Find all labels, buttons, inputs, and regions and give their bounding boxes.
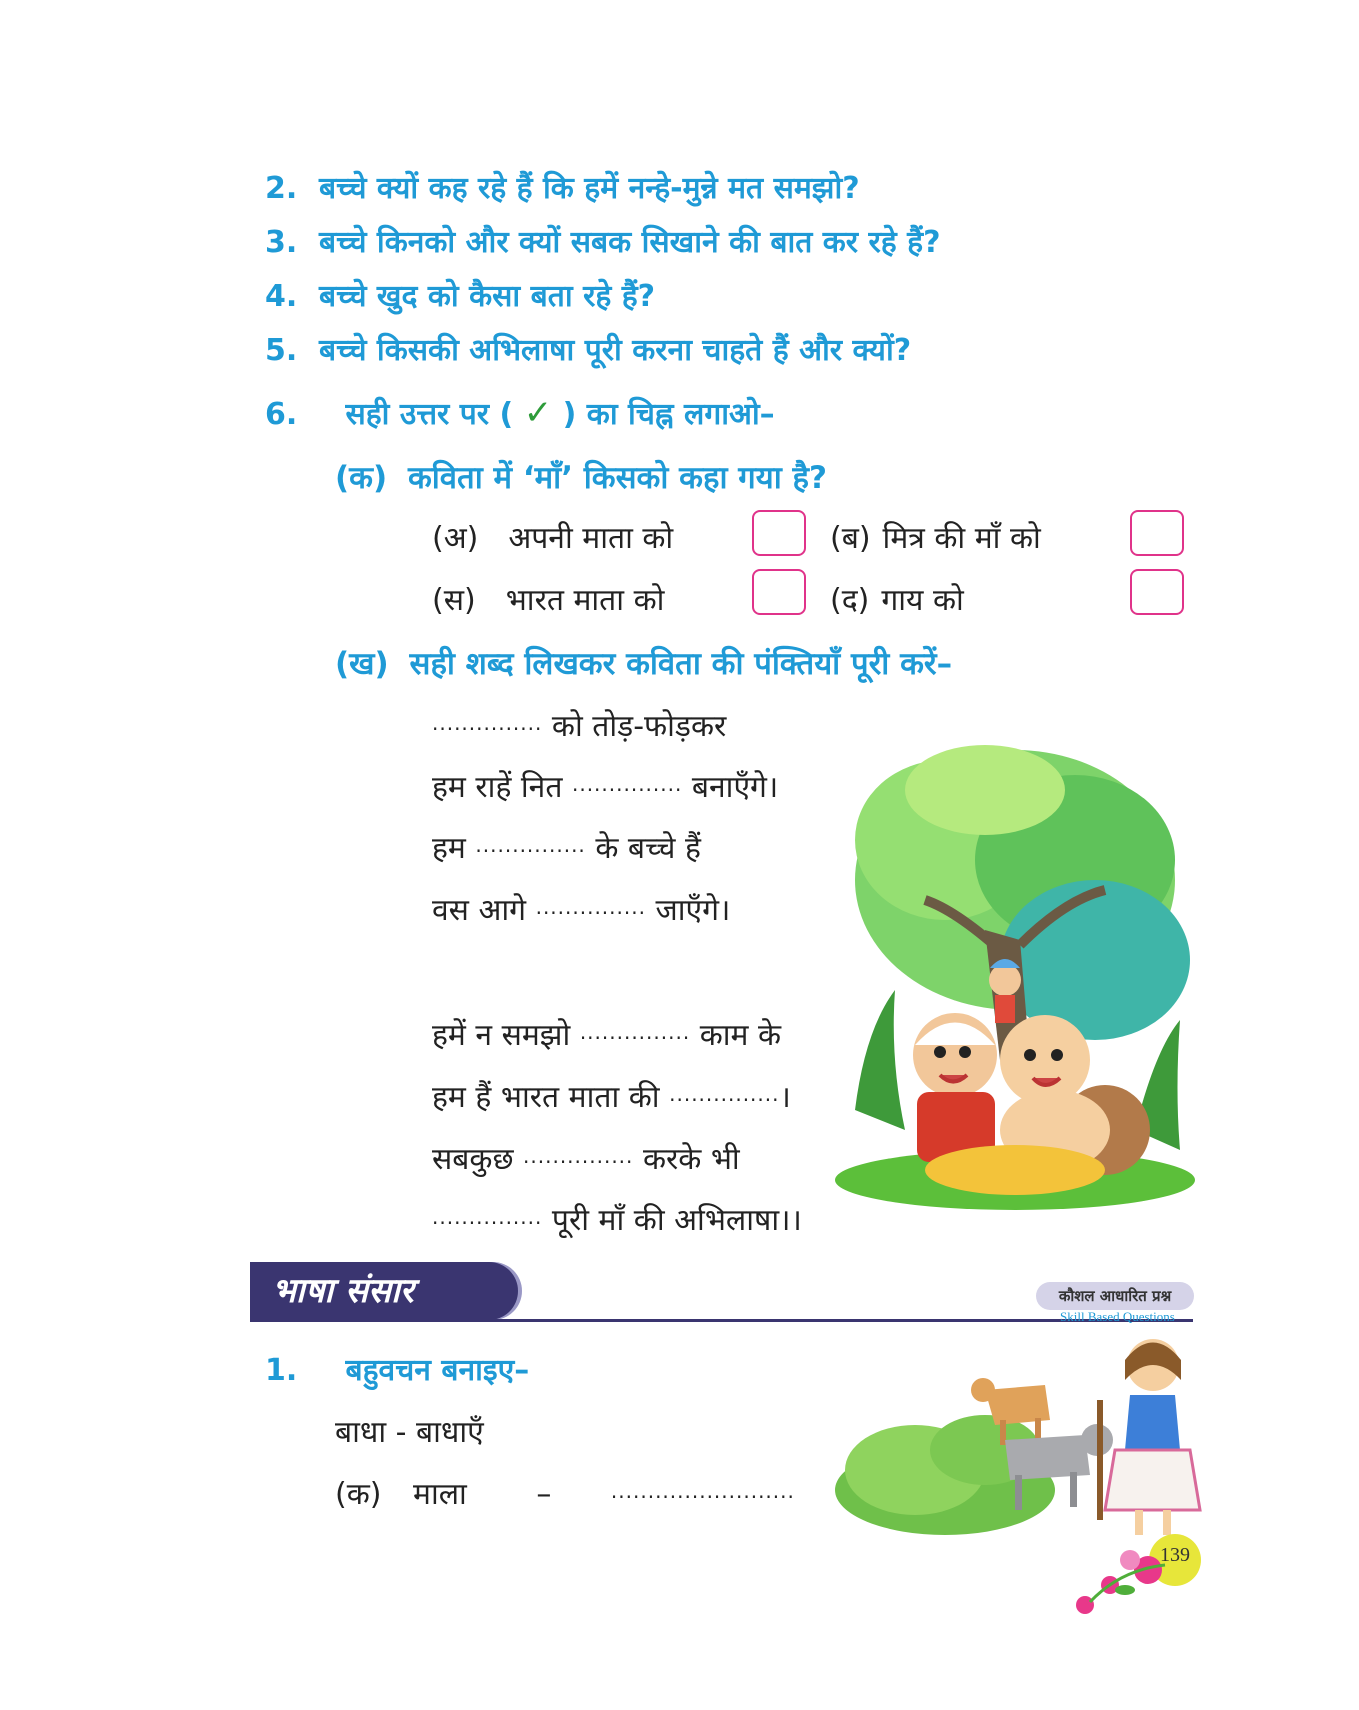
question-text: बच्चे खुद को कैसा बता रहे हैं? bbox=[319, 279, 656, 314]
option-label: (द) bbox=[830, 583, 870, 618]
poem-line-7 bbox=[432, 1137, 740, 1178]
question-5 bbox=[265, 328, 911, 369]
option-d bbox=[830, 578, 964, 619]
answer-checkbox-b[interactable] bbox=[1130, 510, 1184, 556]
subquestion-ka bbox=[335, 456, 827, 498]
subquestion-kha bbox=[335, 642, 952, 684]
poem-line-8 bbox=[432, 1198, 802, 1239]
item-word: माला bbox=[413, 1477, 467, 1512]
blank[interactable]: ............... bbox=[432, 1205, 543, 1229]
plural-example: बाधा - बाधाएँ bbox=[335, 1415, 484, 1450]
poem-text: हमें न समझो bbox=[432, 1018, 571, 1053]
question-number: 3. bbox=[265, 225, 298, 260]
poem-text: बनाएँगे। bbox=[691, 770, 779, 805]
question-number: 2. bbox=[265, 171, 298, 206]
poem-line-2 bbox=[432, 765, 778, 806]
question-6 bbox=[265, 392, 775, 433]
girl-goats-illustration bbox=[835, 1320, 1205, 1540]
blank[interactable]: ............... bbox=[523, 1144, 634, 1168]
page-number: 139 bbox=[1160, 1544, 1190, 1566]
question-text: बच्चे क्यों कह रहे हैं कि हमें नन्हे-मुन्ने मत समझो? bbox=[319, 171, 860, 206]
poem-line-5 bbox=[432, 1013, 781, 1054]
question-text: बच्चे किनको और क्यों सबक सिखाने की बात कर रहे हैं? bbox=[319, 225, 941, 260]
poem-text: हम हैं भारत माता की bbox=[432, 1080, 660, 1115]
option-text: अपनी माता को bbox=[508, 521, 674, 556]
subquestion-label: (ख) bbox=[335, 646, 389, 682]
question-text: बहुवचन बनाइए– bbox=[345, 1353, 530, 1388]
poem-line-4 bbox=[432, 888, 730, 929]
question-4 bbox=[265, 274, 655, 315]
plural-item-ka bbox=[335, 1472, 795, 1513]
poem-text: जाएँगे। bbox=[655, 893, 731, 928]
answer-checkbox-c[interactable] bbox=[752, 569, 806, 615]
answer-checkbox-d[interactable] bbox=[1130, 569, 1184, 615]
subquestion-label: (क) bbox=[335, 460, 388, 496]
answer-checkbox-a[interactable] bbox=[752, 510, 806, 556]
question-number: 5. bbox=[265, 333, 298, 368]
poem-text: हम bbox=[432, 831, 466, 866]
option-a bbox=[432, 516, 673, 557]
question-6-text-after: ) का चिह्न लगाओ– bbox=[562, 397, 775, 432]
poem-line-3 bbox=[432, 826, 701, 867]
skill-badge: कौशल आधारित प्रश्न bbox=[1036, 1282, 1194, 1310]
option-label: (ब) bbox=[830, 521, 871, 556]
question-number: 6. bbox=[265, 397, 298, 432]
blank[interactable]: ............... bbox=[432, 711, 543, 735]
poem-text: के बच्चे हैं bbox=[595, 831, 701, 866]
question-number: 4. bbox=[265, 279, 298, 314]
answer-blank[interactable]: ......................... bbox=[610, 1479, 795, 1503]
poem-text: । bbox=[779, 1080, 791, 1115]
lang-question-1 bbox=[265, 1348, 529, 1389]
poem-line-1 bbox=[432, 704, 726, 745]
skill-badge-english: Skill Based Questions bbox=[1060, 1309, 1175, 1324]
option-b bbox=[830, 516, 1041, 557]
option-text: मित्र की माँ को bbox=[882, 521, 1041, 556]
poem-text: पूरी माँ की अभिलाषा।। bbox=[551, 1203, 802, 1238]
poem-line-6 bbox=[432, 1075, 791, 1116]
poem-text: हम राहें नित bbox=[432, 770, 563, 805]
blank[interactable]: ............... bbox=[579, 1020, 691, 1044]
blank[interactable]: ............... bbox=[535, 895, 646, 919]
question-number: 1. bbox=[265, 1353, 298, 1388]
question-3 bbox=[265, 220, 941, 261]
blank[interactable]: ............... bbox=[669, 1082, 780, 1106]
item-label: (क) bbox=[335, 1477, 382, 1512]
poem-text: काम के bbox=[699, 1018, 782, 1053]
section-banner: भाषा संसार bbox=[250, 1262, 518, 1320]
option-c bbox=[432, 578, 664, 619]
question-text: बच्चे किसकी अभिलाषा पूरी करना चाहते हैं और क्यों? bbox=[319, 333, 912, 368]
option-label: (अ) bbox=[432, 521, 479, 556]
question-6-text-before: सही उत्तर पर ( bbox=[345, 397, 514, 432]
tick-icon: ✓ bbox=[523, 393, 553, 433]
poem-text: को तोड़-फोड़कर bbox=[551, 709, 727, 744]
option-text: गाय को bbox=[881, 583, 964, 618]
subquestion-text: कविता में ‘माँ’ किसको कहा गया है? bbox=[407, 460, 827, 496]
poem-text: वस आगे bbox=[432, 893, 527, 928]
option-label: (स) bbox=[432, 583, 476, 618]
question-2 bbox=[265, 166, 860, 207]
subquestion-text: सही शब्द लिखकर कविता की पंक्तियाँ पूरी करें– bbox=[409, 646, 953, 682]
poem-text: सबकुछ bbox=[432, 1142, 514, 1177]
item-dash: – bbox=[536, 1477, 552, 1512]
option-text: भारत माता को bbox=[505, 583, 665, 618]
poem-text: करके भी bbox=[642, 1142, 740, 1177]
tree-children-illustration bbox=[835, 730, 1195, 1210]
blank[interactable]: ............... bbox=[475, 833, 586, 857]
blank[interactable]: ............... bbox=[571, 772, 683, 796]
